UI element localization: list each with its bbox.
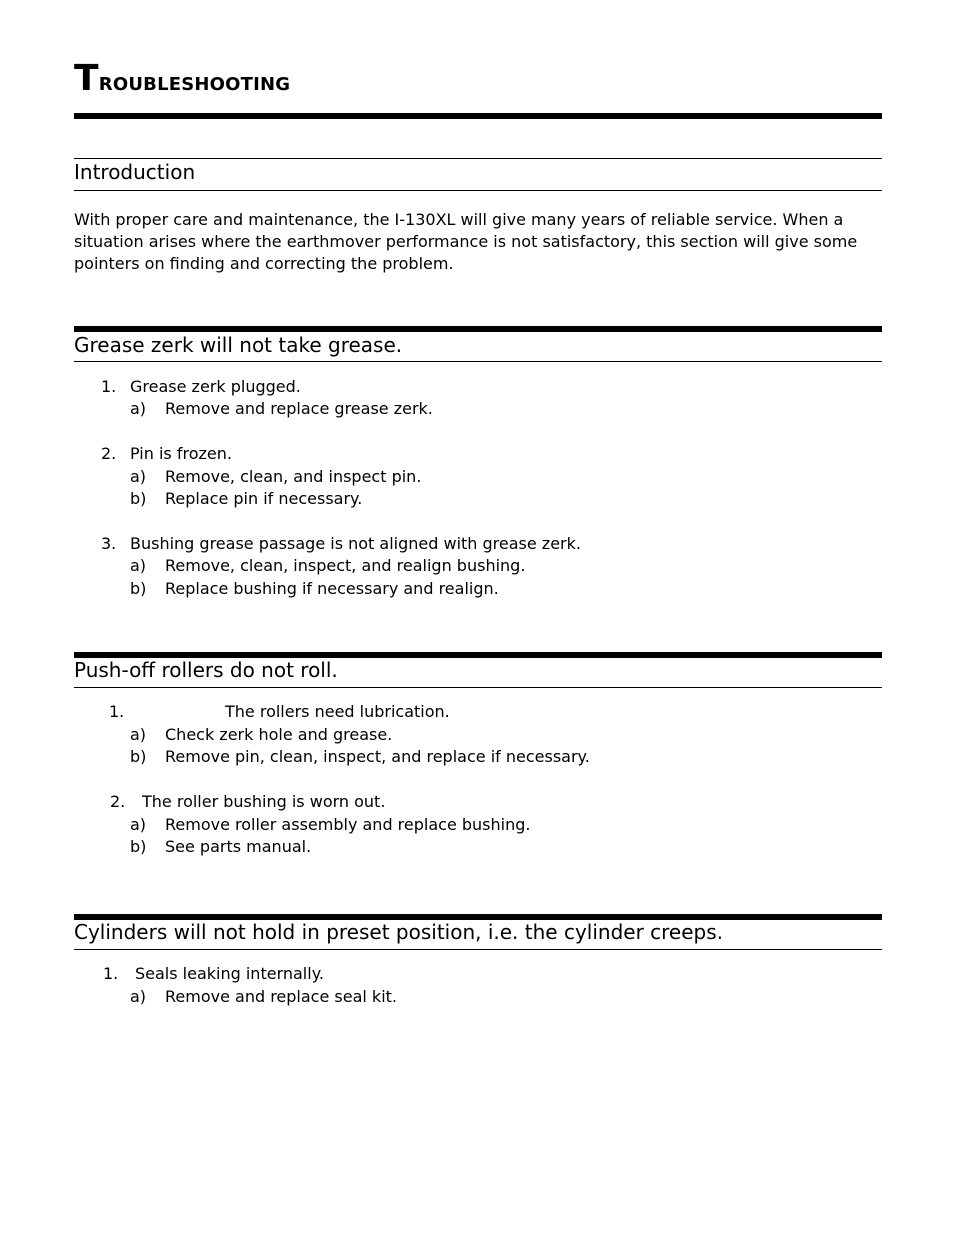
title-rule (74, 113, 882, 119)
remedy-text: Remove and replace seal kit. (165, 987, 397, 1006)
remedy-letter: a) (130, 815, 147, 834)
remedy-letter: a) (130, 467, 147, 486)
remedy-letter: a) (130, 399, 147, 418)
page-title (74, 58, 290, 99)
cause-number: 1. (101, 377, 117, 396)
cause-text: Pin is frozen. (130, 444, 232, 463)
remedy-text: Remove, clean, and inspect pin. (165, 467, 422, 486)
remedy-text: Remove pin, clean, inspect, and replace if necessary. (165, 747, 590, 766)
cause-number: 3. (101, 534, 117, 553)
remedy-text: Remove and replace grease zerk. (165, 399, 433, 418)
intro-heading: Introduction (74, 160, 196, 184)
cause-number: 1. (109, 702, 125, 721)
remedy-letter: a) (130, 556, 147, 575)
page-title-rest: roubleshooting (98, 67, 291, 97)
remedy-text: Remove, clean, inspect, and realign bushing. (165, 556, 526, 575)
section-1-top-rule (74, 326, 882, 332)
remedy-text: Check zerk hole and grease. (165, 725, 393, 744)
remedy-text: Replace bushing if necessary and realign. (165, 579, 499, 598)
section-3-bottom-rule (74, 949, 882, 950)
section-3-heading: Cylinders will not hold in preset position, i.e. the cylinder creeps. (74, 920, 724, 944)
intro-top-rule (74, 158, 882, 159)
section-1-bottom-rule (74, 361, 882, 362)
intro-bottom-rule (74, 190, 882, 191)
remedy-text: Replace pin if necessary. (165, 489, 363, 508)
section-2-bottom-rule (74, 687, 882, 688)
cause-text: Bushing grease passage is not aligned with grease zerk. (130, 534, 581, 553)
section-2-heading: Push-off rollers do not roll. (74, 658, 338, 682)
page-title-initial: T (74, 58, 99, 99)
cause-text: Grease zerk plugged. (130, 377, 301, 396)
cause-text: Seals leaking internally. (135, 964, 324, 983)
remedy-letter: b) (130, 747, 147, 766)
cause-number: 2. (101, 444, 117, 463)
remedy-text: See parts manual. (165, 837, 312, 856)
remedy-letter: a) (130, 987, 147, 1006)
intro-paragraph: With proper care and maintenance, the I-130XL will give many years of reliable service. When a situation arises where the earthmover performance is not satisfactory, this section will give some pointers on finding and correcting the problem. (74, 210, 858, 273)
remedy-text: Remove roller assembly and replace bushing. (165, 815, 531, 834)
cause-text: The rollers need lubrication. (225, 702, 450, 721)
section-1-heading: Grease zerk will not take grease. (74, 333, 403, 357)
cause-number: 2. (110, 792, 126, 811)
remedy-letter: b) (130, 579, 147, 598)
remedy-letter: b) (130, 837, 147, 856)
remedy-letter: b) (130, 489, 147, 508)
remedy-letter: a) (130, 725, 147, 744)
cause-number: 1. (103, 964, 119, 983)
cause-text: The roller bushing is worn out. (142, 792, 386, 811)
